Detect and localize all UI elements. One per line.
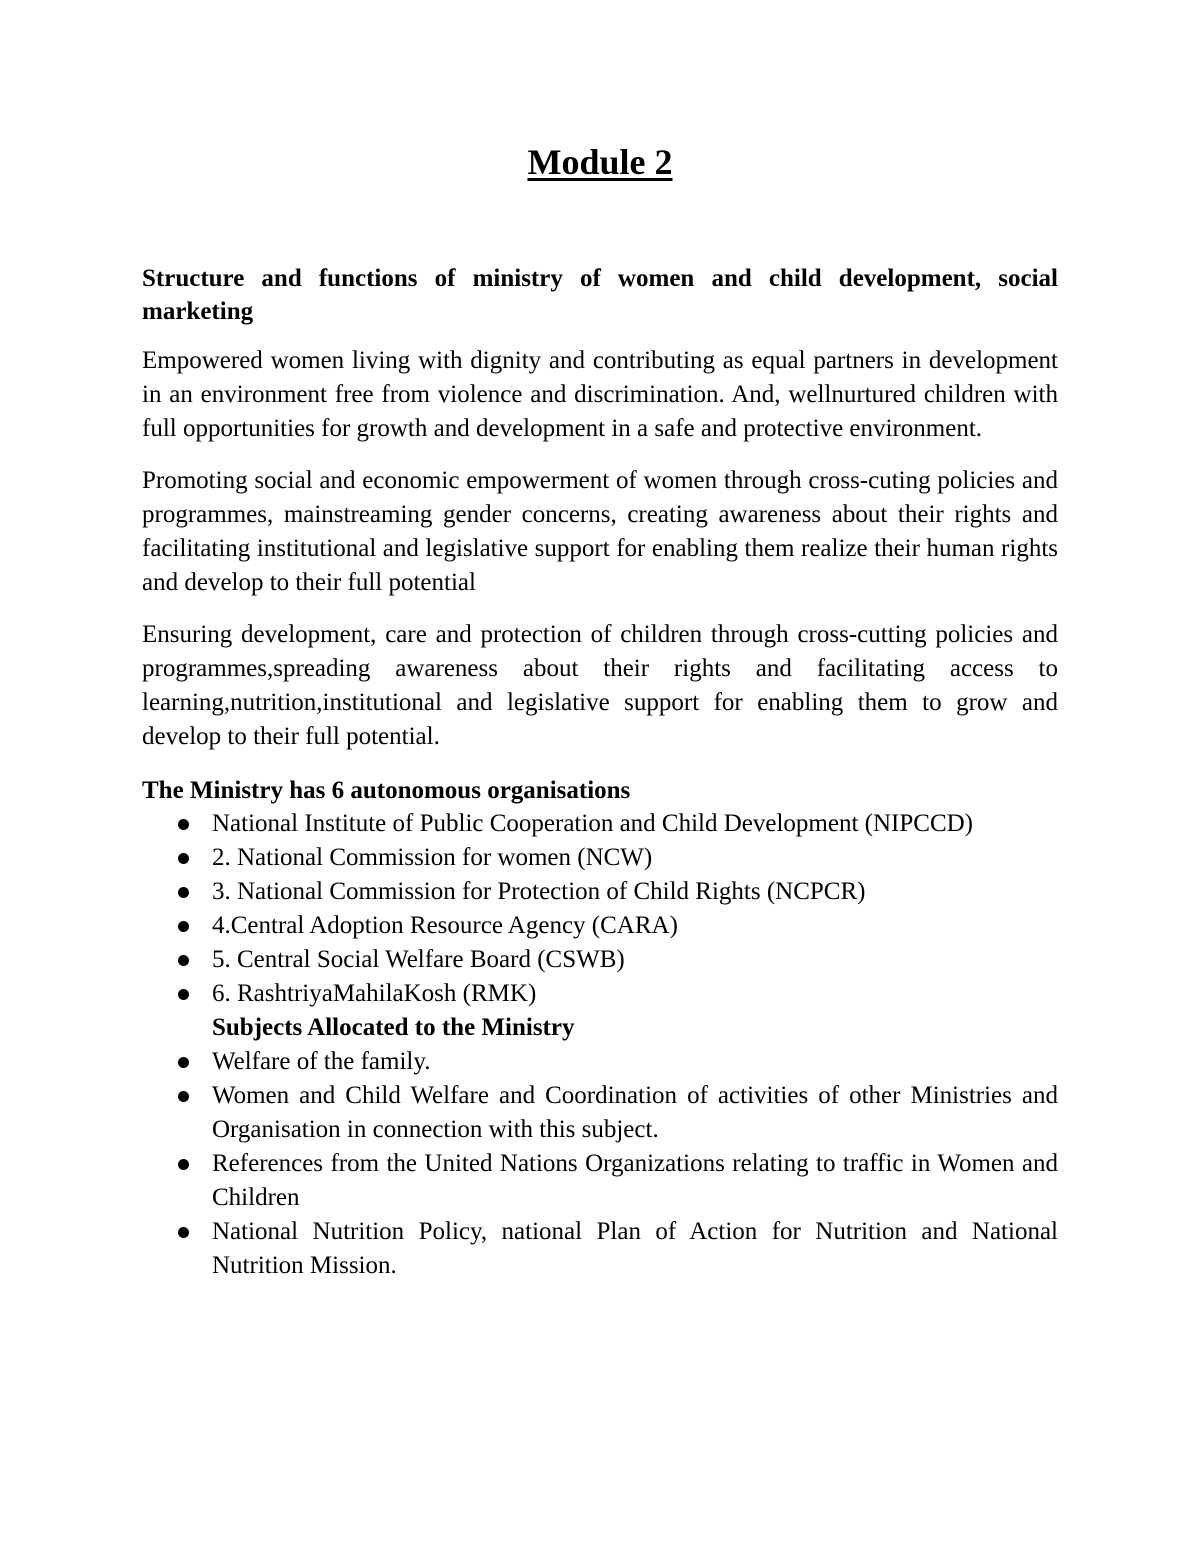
organisations-list xyxy=(142,807,1058,1011)
paragraph-children-mission: Ensuring development, care and protection of children through cross-cutting policies and programmes,spreading awareness about their rights and facilitating access to learning,nutrition,institutional and legislative support for enabling them to grow and develop to their full potential. xyxy=(142,621,1058,750)
bullet-icon xyxy=(178,819,189,830)
list-item-text: References from the United Nations Organizations relating to traffic in Women and Children xyxy=(212,1150,1058,1211)
list-item xyxy=(142,807,1058,841)
bullet-icon xyxy=(178,1091,189,1102)
section-heading: Structure and functions of ministry of women and child development, social marketing xyxy=(142,265,1058,325)
bullet-icon xyxy=(178,1057,189,1068)
document-body xyxy=(142,262,1058,1283)
list-item xyxy=(142,977,1058,1011)
list-item-text: 3. National Commission for Protection of Child Rights (NCPCR) xyxy=(212,878,866,905)
list-item xyxy=(142,1079,1058,1147)
bullet-icon xyxy=(178,853,189,864)
bullet-icon xyxy=(178,887,189,898)
bullet-icon xyxy=(178,989,189,1000)
list-item-text: Women and Child Welfare and Coordination of activities of other Ministries and Organisation in connection with this subject. xyxy=(212,1082,1058,1143)
bullet-icon xyxy=(178,1159,189,1170)
subjects-heading: Subjects Allocated to the Ministry xyxy=(212,1014,575,1041)
list-item-text: 4.Central Adoption Resource Agency (CARA) xyxy=(212,912,678,939)
bullet-icon xyxy=(178,955,189,966)
page-title: Module 2 xyxy=(527,142,673,182)
list-item xyxy=(142,875,1058,909)
list-item xyxy=(142,943,1058,977)
list-item-text: Welfare of the family. xyxy=(212,1048,431,1075)
list-item xyxy=(142,841,1058,875)
list-item xyxy=(142,1045,1058,1079)
list-item xyxy=(142,1147,1058,1215)
bullet-icon xyxy=(178,921,189,932)
list-item xyxy=(142,909,1058,943)
list-item-text: National Nutrition Policy, national Plan of Action for Nutrition and National Nutrition Mission. xyxy=(212,1218,1058,1279)
subjects-list xyxy=(142,1045,1058,1283)
list-item-text: 6. RashtriyaMahilaKosh (RMK) xyxy=(212,980,537,1007)
list-item-text: National Institute of Public Cooperation and Child Development (NIPCCD) xyxy=(212,810,973,837)
organisations-heading: The Ministry has 6 autonomous organisations xyxy=(142,777,631,804)
list-item-text: 5. Central Social Welfare Board (CSWB) xyxy=(212,946,625,973)
paragraph-women-mission: Promoting social and economic empowerment of women through cross-cuting policies and programmes, mainstreaming gender concerns, creating awareness about their rights and facilitating institutional and legislative support for enabling them realize their human rights and develop to their full potential xyxy=(142,467,1058,596)
bullet-icon xyxy=(178,1227,189,1238)
paragraph-vision: Empowered women living with dignity and contributing as equal partners in development in an environment free from violence and discrimination. And, wellnurtured children with full opportunities for growth and development in a safe and protective environment. xyxy=(142,347,1058,442)
list-item-text: 2. National Commission for women (NCW) xyxy=(212,844,653,871)
list-item xyxy=(142,1215,1058,1283)
